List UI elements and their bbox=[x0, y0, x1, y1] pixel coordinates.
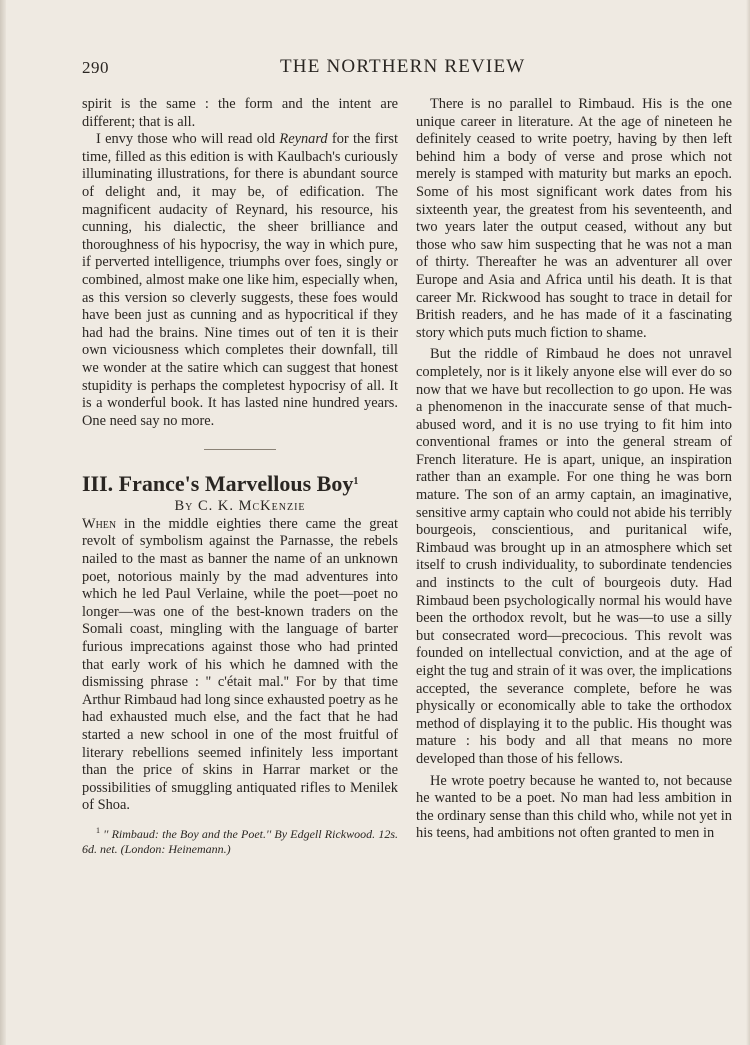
footnote-text: '' Rimbaud: the Boy and the Poet.'' By Edgell Rickwood. 12s. 6d. net. (London: Heinemann.) bbox=[82, 826, 399, 856]
left-paragraph-2-rest: for the first time, filled as this edition is with Kaulbach's curiously illuminating illustrations, for there is abundant source of delight and, it may be, of edification. The magnificent audacity of Reynard, his resource, his cunning, his dialectic, the sheer brilliance and thoroughness of his hypocrisy, the way in which pure, if perverted intelligence, triumphs over foes, singly or combined, almost make one like him, especially when, as this version so cleverly suggests, these foes would have been just as cunning and as hypocritical if they had had the brains. Nine times out of ten it is their own viciousness which completes their downfall, till we wonder at the satire which can suggest that honest stupidity is perhaps the completest hypocrisy of all. It is a wonderful book. It has lasted nine hundred years. One need say no more. bbox=[82, 131, 398, 429]
left-paragraph-1: spirit is the same : the form and the intent are different; that is all. bbox=[82, 96, 398, 130]
drop-lead-word: When bbox=[82, 515, 117, 532]
article-title bbox=[82, 470, 398, 498]
right-column bbox=[416, 96, 732, 843]
right-paragraph-1: There is no parallel to Rimbaud. His is the one unique career in literature. At the age of nineteen he definitely ceased to write poetry, having by then left behind him a body of verse and prose which not merely is stamped with maturity but marks an epoch. Some of his most significant work dates from his sixteenth year, the greatest from his seventeenth, and two years later the output ceased, without any but those who saw him suspecting that he was not a man of thirty. Thereafter he was an adventurer all over Europe and Asia and Africa until his death. It is that career Mr. Rickwood has sought to trace in detail for British readers, and he has made of it a fascinating story which puts much fiction to shame. bbox=[416, 96, 732, 341]
left-paragraph-2-start: I envy those who will read old bbox=[96, 131, 280, 148]
left-column bbox=[82, 96, 398, 857]
page-number: 290 bbox=[82, 58, 109, 77]
left-paragraph-2 bbox=[82, 131, 398, 430]
page-header bbox=[82, 56, 732, 84]
right-paragraph-2: But the riddle of Rimbaud he does not unravel completely, nor is it likely anyone else will ever do so now that we have but recollection to go upon. He was a phenomenon in the inaccurate sense of that much-abused word, and it is no use trying to fit him into conventional frames or into the general stream of French literature. He is apart, unique, an inspiration rather than an example. For one thing he was born mature. The son of an army captain, an imaginative, sensitive army captain who could not abide his terribly bourgeois, conscientious, and puritanical wife, Rimbaud was brought up in an atmosphere which set itself to crush individuality, to subordinate tendencies and instincts to the cult of bourgeois duty. Had Rimbaud been psychologically normal his would have been the orthodox revolt, but he was—to use a silly but consecrated word—precocious. This revolt was founded on intellectual conviction, and at the age of eight the tug and strain of it was over, the implications accepted, the severance complete, before he was physically or economically able to take the orthodox method of displaying it to the public. His thought was mature : his body and all that means no more developed than those of his fellows. bbox=[416, 346, 732, 767]
footnote-mark: 1 bbox=[96, 825, 100, 835]
right-paragraph-3: He wrote poetry because he wanted to, not because he wanted to be a poet. No man had less ambition in the ordinary sense than this child who, while not yet in his teens, had ambitions not often granted to men in bbox=[416, 772, 732, 842]
article-byline: By C. K. McKenzie bbox=[174, 498, 306, 515]
article-paragraph-1-body: in the middle eighties there came the great revolt of symbolism against the Parnasse, the rebels nailed to the mast as banner the name of an unknown poet, notorious mainly by the mad adventures into which he led Paul Verlaine, while the poet—poet no longer—was one of the best-known traders on the Somali coast, mingling with the language of barter furious imprecations against those who had printed that early work of his which he damned with the dismissing phrase : '' c'était mal.'' For by that time Arthur Rimbaud had long since exhausted poetry as he had exhausted much else, and the fact that he had started a new school in one of the most fruitful of literary rebellions seemed infinitely less important than the price of skins in Harrar market or the possibilities of smuggling antiquated rifles to Menilek of Shoa. bbox=[82, 515, 398, 814]
page-edge-right bbox=[746, 0, 750, 1045]
running-head: THE NORTHERN REVIEW bbox=[280, 56, 526, 77]
article-title-text: III. France's Marvellous Boy bbox=[82, 471, 354, 497]
page-edge-left bbox=[0, 0, 6, 1045]
reynard-title: Reynard bbox=[279, 131, 328, 148]
article-paragraph-1 bbox=[82, 516, 398, 815]
section-divider bbox=[204, 449, 276, 450]
footnote bbox=[82, 823, 398, 857]
title-footnote-mark: 1 bbox=[353, 476, 359, 488]
